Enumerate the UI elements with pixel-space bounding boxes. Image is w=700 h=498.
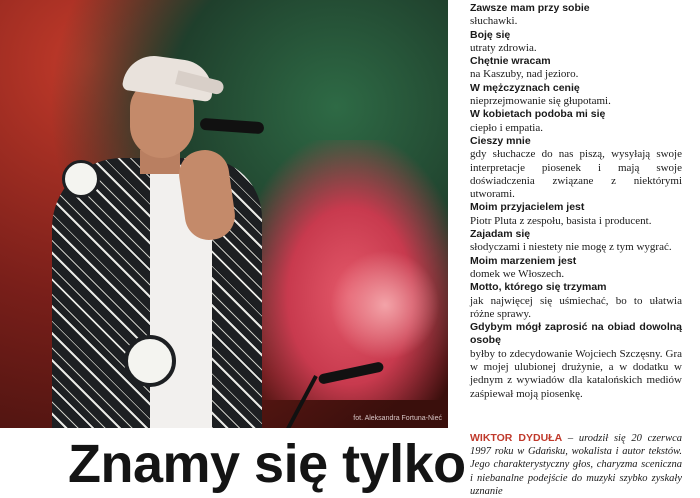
answer: domek we Włoszech.	[470, 267, 565, 280]
jacket-patch	[124, 335, 176, 387]
question: Zajadam się	[470, 228, 531, 241]
question: Boję się	[470, 28, 511, 41]
question: Chętnie wracam	[470, 55, 551, 68]
answer: słuchawki.	[470, 15, 518, 28]
answer: ciepło i empatia.	[470, 121, 543, 134]
question: Gdybym mógł zaprosić na obiad dowolną osobę	[470, 321, 682, 347]
stage-light-highlight	[330, 250, 440, 360]
question: Cieszy mnie	[470, 134, 531, 147]
answer: słodyczami i niestety nie mogę z tym wygrać.	[470, 241, 672, 254]
answer: Piotr Pluta z zespołu, basista i producent.	[470, 214, 652, 227]
question: Motto, którego się trzymam	[470, 281, 607, 294]
answer: nieprzejmowanie się głupotami.	[470, 95, 611, 108]
question: W mężczyznach cenię	[470, 81, 580, 94]
question: Zawsze mam przy sobie	[470, 2, 590, 14]
question: W kobietach podoba mi się	[470, 108, 606, 121]
headline: Znamy się tylko	[68, 434, 466, 494]
bio-name: WIKTOR DYDUŁA	[470, 432, 563, 444]
answer: byłby to zdecydowanie Wojciech Szczęsny. Gra w mojej ulubionej drużynie, a w dodatku w jednym z wywiadów dla katalońskich mediów zaśpiewał moją piosenkę.	[470, 347, 682, 400]
answer: gdy słuchacze do nas piszą, wysyłają swoje interpretacje piosenek i mają swoje doświadczenia związane z niektórymi utworami.	[470, 148, 682, 201]
bio-text: – urodził się 20 czerwca 1997 roku w Gdańsku, wokalista i autor tekstów. Jego charakterystyczny głos, charyzma sceniczna i niebanalne podejście do muzyki szybko zyskały uznanie	[470, 433, 682, 497]
microphone	[200, 118, 265, 134]
qa-column	[470, 2, 682, 401]
answer: jak najwięcej się uśmiechać, bo to ułatwia różne sprawy.	[470, 294, 682, 320]
bio-paragraph	[470, 432, 682, 498]
jacket-patch	[62, 160, 100, 198]
answer: utraty zdrowia.	[470, 41, 537, 54]
answer: na Kaszuby, nad jezioro.	[470, 68, 579, 81]
question: Moim przyjacielem jest	[470, 201, 585, 214]
photo-credit: fot. Aleksandra Fortuna-Nieć	[353, 415, 442, 422]
question: Moim marzeniem jest	[470, 254, 577, 267]
